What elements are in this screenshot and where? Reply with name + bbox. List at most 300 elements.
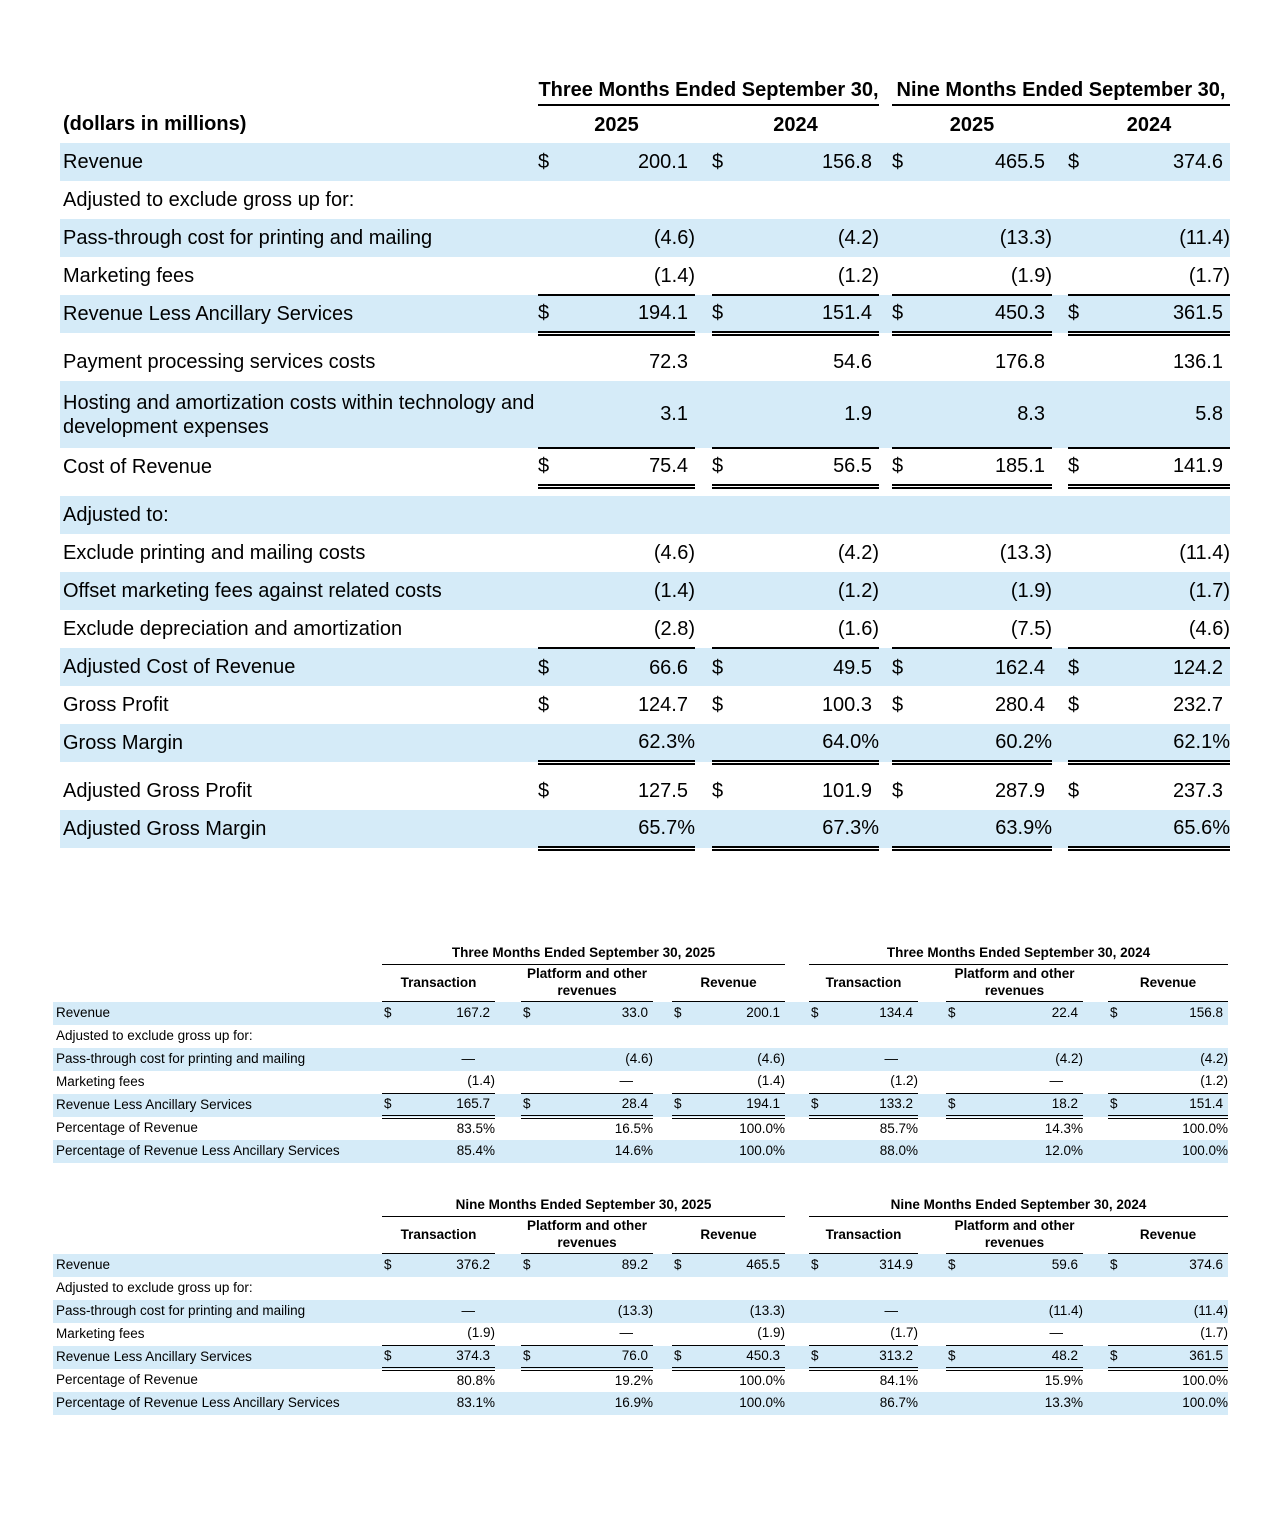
cell-value: 124.7 — [637, 694, 688, 716]
cell-value — [541, 1025, 653, 1048]
column-gap — [879, 572, 892, 610]
column-gap — [653, 1392, 672, 1415]
currency-symbol — [809, 1025, 829, 1048]
spacer-cell — [53, 1217, 382, 1254]
column-gap — [1052, 496, 1068, 534]
cell-value: (4.6) — [625, 1050, 653, 1066]
currency-symbol — [712, 381, 740, 448]
row-label: Adjusted to exclude gross up for: — [56, 1027, 253, 1043]
currency-symbol — [672, 1025, 692, 1048]
column-gap — [879, 181, 892, 219]
cell-value: (1.4) — [566, 257, 695, 295]
currency-symbol — [521, 1323, 541, 1346]
column-gap — [785, 1025, 809, 1048]
row-label: Percentage of Revenue Less Ancillary Services — [56, 1394, 340, 1410]
column-gap — [653, 1025, 672, 1048]
cell-value — [1128, 1025, 1228, 1048]
column-gap — [785, 1117, 809, 1140]
column-gap — [653, 1369, 672, 1392]
column-gap — [879, 381, 892, 448]
column-header: Revenue — [1108, 1217, 1228, 1254]
table-row — [53, 1369, 1228, 1392]
table-row — [60, 724, 1230, 762]
column-gap — [785, 1369, 809, 1392]
column-header: Transaction — [382, 1217, 495, 1254]
row-label: Pass-through cost for printing and mailing — [56, 1050, 306, 1066]
currency-symbol: $ — [946, 1346, 966, 1369]
currency-symbol — [712, 534, 740, 572]
table-row — [53, 1392, 1228, 1415]
cell-value: 83.1% — [456, 1394, 495, 1410]
financial-statement-page — [0, 75, 1284, 1415]
cell-value: 65.7% — [566, 810, 695, 848]
currency-symbol — [1068, 610, 1096, 648]
currency-symbol — [538, 724, 566, 762]
row-label: Revenue — [56, 1256, 111, 1272]
column-gap — [653, 965, 672, 1002]
table-row — [60, 686, 1230, 724]
column-gap — [785, 944, 809, 965]
currency-symbol — [538, 810, 566, 848]
cell-value — [740, 496, 879, 534]
cell-value: (1.9) — [920, 257, 1052, 295]
currency-symbol — [382, 1117, 402, 1140]
column-gap — [785, 1254, 809, 1277]
currency-symbol: $ — [1108, 1094, 1128, 1117]
currency-symbol — [672, 1277, 692, 1300]
cell-value: 14.6% — [614, 1142, 653, 1158]
currency-symbol: $ — [712, 151, 724, 173]
cell-value: 134.4 — [879, 1004, 913, 1020]
column-gap — [695, 181, 712, 219]
currency-symbol: $ — [892, 780, 904, 802]
cell-value: 88.0% — [879, 1142, 918, 1158]
currency-symbol: $ — [948, 1004, 956, 1020]
cell-value: (1.2) — [1128, 1071, 1228, 1094]
currency-symbol: $ — [1108, 1346, 1128, 1369]
currency-symbol — [382, 1369, 402, 1392]
table-row — [60, 343, 1230, 381]
cell-value: (13.3) — [749, 1302, 785, 1318]
cell-value: 450.3 — [692, 1346, 785, 1369]
cell-value: 176.8 — [994, 351, 1045, 373]
cell-value: 100.0% — [1182, 1394, 1228, 1410]
currency-symbol — [1068, 181, 1096, 219]
currency-symbol — [809, 1369, 829, 1392]
column-gap — [879, 105, 892, 143]
column-gap — [495, 1117, 521, 1140]
cell-value: 66.6 — [649, 656, 688, 679]
column-gap — [785, 1346, 809, 1369]
column-gap — [1083, 1094, 1108, 1117]
currency-symbol — [892, 219, 920, 257]
currency-symbol — [946, 1117, 966, 1140]
cell-value — [692, 1025, 785, 1048]
cell-value: (4.2) — [1055, 1050, 1083, 1066]
cell-value: 63.9% — [920, 810, 1052, 848]
column-gap — [695, 448, 712, 486]
currency-symbol — [382, 1300, 402, 1323]
spacer-cell — [53, 965, 382, 1002]
cell-value: 60.2% — [920, 724, 1052, 762]
row-label: Adjusted Gross Margin — [63, 818, 267, 840]
currency-symbol — [712, 810, 740, 848]
cell-value: 16.5% — [614, 1120, 653, 1136]
row-label: Cost of Revenue — [63, 456, 212, 478]
column-gap — [495, 1071, 521, 1094]
cell-value: (13.3) — [999, 542, 1052, 564]
currency-symbol: $ — [1068, 780, 1080, 802]
column-gap — [1052, 219, 1068, 257]
cell-value: 15.9% — [1044, 1372, 1083, 1388]
cell-value: 56.5 — [740, 448, 879, 486]
column-gap — [879, 75, 892, 105]
cell-value: (4.6) — [757, 1050, 785, 1066]
cell-value — [1096, 181, 1230, 219]
cell-value: (11.4) — [1179, 227, 1230, 249]
cell-value: (1.7) — [1128, 1323, 1228, 1346]
cell-value — [402, 1025, 495, 1048]
cell-value: 313.2 — [829, 1346, 918, 1369]
currency-symbol — [672, 1323, 692, 1346]
column-gap — [785, 1071, 809, 1094]
column-gap — [653, 1140, 672, 1163]
column-gap — [1052, 257, 1068, 295]
row-label: Percentage of Revenue — [56, 1119, 198, 1135]
row-label: Hosting and amortization costs within technology and development expenses — [63, 391, 535, 438]
spacer-cell — [60, 333, 1230, 343]
column-gap — [918, 1094, 946, 1117]
currency-symbol: $ — [712, 780, 724, 802]
cell-value: 450.3 — [920, 295, 1052, 333]
table-row — [60, 381, 1230, 448]
column-gap — [495, 1300, 521, 1323]
period-header-row — [53, 944, 1228, 965]
period-header: Three Months Ended September 30, — [538, 75, 879, 105]
period-header-row — [53, 1196, 1228, 1217]
spacer-cell — [53, 944, 382, 965]
currency-symbol — [521, 1277, 541, 1300]
column-gap — [1052, 143, 1068, 181]
table-row — [53, 1094, 1228, 1117]
column-gap — [879, 496, 892, 534]
currency-symbol — [1108, 1140, 1128, 1163]
currency-symbol — [809, 1117, 829, 1140]
column-gap — [785, 1277, 809, 1300]
column-gap — [918, 1002, 946, 1025]
currency-symbol — [946, 1071, 966, 1094]
column-gap — [1052, 610, 1068, 648]
row-label: Adjusted to: — [63, 504, 169, 526]
cell-value: 151.4 — [1128, 1094, 1228, 1117]
currency-symbol — [538, 572, 566, 610]
currency-symbol: $ — [892, 694, 904, 716]
currency-symbol — [892, 181, 920, 219]
table-row — [60, 181, 1230, 219]
column-gap — [879, 295, 892, 333]
currency-symbol — [521, 1369, 541, 1392]
column-gap — [1083, 1392, 1108, 1415]
table-row — [60, 448, 1230, 486]
currency-symbol: $ — [538, 295, 566, 333]
currency-symbol — [809, 1048, 829, 1071]
cell-value — [920, 181, 1052, 219]
table-row — [60, 572, 1230, 610]
column-gap — [1052, 572, 1068, 610]
column-gap — [695, 534, 712, 572]
column-gap — [1083, 1025, 1108, 1048]
column-gap — [1083, 1369, 1108, 1392]
cell-value: (2.8) — [566, 610, 695, 648]
currency-symbol — [1108, 1025, 1128, 1048]
column-gap — [495, 1277, 521, 1300]
currency-symbol — [809, 1071, 829, 1094]
table-row — [53, 1277, 1228, 1300]
currency-symbol — [809, 1323, 829, 1346]
table-row — [53, 1071, 1228, 1094]
currency-symbol — [809, 1300, 829, 1323]
column-header: Revenue — [672, 1217, 785, 1254]
column-gap — [785, 1300, 809, 1323]
currency-symbol — [382, 1392, 402, 1415]
currency-symbol — [946, 1300, 966, 1323]
column-gap — [918, 1048, 946, 1071]
column-gap — [918, 1117, 946, 1140]
currency-symbol: $ — [809, 1346, 829, 1369]
cell-value: (4.6) — [653, 227, 695, 249]
cell-value — [829, 1025, 918, 1048]
cell-value: 167.2 — [456, 1004, 490, 1020]
column-gap — [495, 1002, 521, 1025]
period-header: Nine Months Ended September 30, 2024 — [809, 1196, 1228, 1217]
cell-value: 280.4 — [994, 694, 1045, 716]
cell-value: 185.1 — [920, 448, 1052, 486]
year-header: 2024 — [1126, 113, 1172, 136]
currency-symbol — [538, 257, 566, 295]
cell-value: 374.6 — [1172, 151, 1223, 173]
three-month-revenue-breakdown-table — [53, 944, 1228, 1163]
column-gap — [653, 1277, 672, 1300]
cell-value: 194.1 — [566, 295, 695, 333]
column-gap — [653, 1117, 672, 1140]
cell-value: 200.1 — [746, 1004, 780, 1020]
cell-value: 133.2 — [829, 1094, 918, 1117]
cell-value: 162.4 — [994, 656, 1045, 679]
column-gap — [653, 1323, 672, 1346]
column-gap — [1083, 1117, 1108, 1140]
currency-symbol — [892, 381, 920, 448]
column-header: Revenue — [672, 965, 785, 1002]
currency-symbol — [1068, 810, 1096, 848]
cell-value: (4.2) — [837, 227, 879, 249]
row-label: Pass-through cost for printing and mailing — [63, 227, 433, 249]
cell-value: 374.6 — [1189, 1256, 1223, 1272]
currency-symbol: $ — [672, 1094, 692, 1117]
column-gap — [1052, 105, 1068, 143]
column-gap — [918, 1323, 946, 1346]
currency-symbol: $ — [712, 448, 740, 486]
currency-symbol: $ — [382, 1346, 402, 1369]
column-gap — [1083, 965, 1108, 1002]
currency-symbol: $ — [1068, 694, 1080, 716]
spacer-cell — [60, 486, 1230, 496]
currency-symbol: $ — [948, 1256, 956, 1272]
currency-symbol: $ — [523, 1256, 531, 1272]
currency-symbol: $ — [946, 1094, 966, 1117]
currency-symbol — [672, 1071, 692, 1094]
spacer-cell — [60, 762, 1230, 772]
cell-value: 12.0% — [1044, 1142, 1083, 1158]
currency-symbol: $ — [811, 1256, 819, 1272]
currency-symbol — [946, 1277, 966, 1300]
cell-value: 100.0% — [1182, 1142, 1228, 1158]
column-gap — [785, 1217, 809, 1254]
spacer-row — [60, 333, 1230, 343]
table-row — [53, 1140, 1228, 1163]
column-gap — [695, 610, 712, 648]
column-gap — [879, 343, 892, 381]
currency-symbol — [1068, 343, 1096, 381]
currency-symbol — [672, 1300, 692, 1323]
column-header: Platform and other revenues — [521, 1217, 653, 1254]
currency-symbol: $ — [384, 1256, 392, 1272]
cell-value: 101.9 — [821, 780, 872, 802]
cell-value: — — [461, 1302, 475, 1318]
currency-symbol — [521, 1300, 541, 1323]
currency-symbol — [1068, 496, 1096, 534]
currency-symbol: $ — [712, 656, 724, 679]
cell-value: 141.9 — [1096, 448, 1230, 486]
column-gap — [1083, 1048, 1108, 1071]
cell-value: 3.1 — [566, 381, 695, 448]
currency-symbol — [946, 1025, 966, 1048]
cell-value: (4.2) — [837, 542, 879, 564]
cell-value: (1.4) — [653, 580, 695, 602]
column-gap — [653, 1094, 672, 1117]
column-gap — [495, 1140, 521, 1163]
table-row — [60, 810, 1230, 848]
currency-symbol — [1108, 1048, 1128, 1071]
column-gap — [695, 295, 712, 333]
column-gap — [1052, 448, 1068, 486]
cell-value: 65.6% — [1096, 810, 1230, 848]
cell-value: (11.4) — [1048, 1302, 1083, 1318]
column-header: Platform and other revenues — [946, 1217, 1083, 1254]
cell-value: — — [884, 1302, 898, 1318]
currency-symbol: $ — [809, 1094, 829, 1117]
cell-value: (1.2) — [837, 580, 879, 602]
currency-symbol: $ — [538, 694, 550, 716]
row-label: Gross Margin — [63, 732, 184, 754]
column-header-row — [53, 965, 1228, 1002]
column-gap — [1083, 1217, 1108, 1254]
spacer-cell — [60, 75, 538, 105]
column-gap — [879, 534, 892, 572]
column-gap — [1083, 1002, 1108, 1025]
column-gap — [879, 219, 892, 257]
cell-value: 376.2 — [456, 1256, 490, 1272]
table-row — [60, 295, 1230, 333]
table-row — [60, 534, 1230, 572]
column-gap — [879, 810, 892, 848]
column-gap — [495, 1323, 521, 1346]
currency-symbol — [892, 724, 920, 762]
cell-value: (1.2) — [829, 1071, 918, 1094]
column-gap — [1052, 810, 1068, 848]
cell-value: 16.9% — [614, 1394, 653, 1410]
column-gap — [495, 1048, 521, 1071]
year-header: 2024 — [773, 113, 818, 136]
cell-value: — — [966, 1071, 1083, 1094]
table-row — [60, 496, 1230, 534]
currency-symbol — [1108, 1117, 1128, 1140]
table-row — [60, 648, 1230, 686]
column-gap — [785, 1140, 809, 1163]
table-row — [60, 257, 1230, 295]
column-gap — [785, 1392, 809, 1415]
column-gap — [653, 1048, 672, 1071]
currency-symbol — [946, 1140, 966, 1163]
cell-value: 127.5 — [637, 780, 688, 802]
currency-symbol: $ — [1068, 295, 1096, 333]
cell-value: 1.9 — [740, 381, 879, 448]
cell-value — [1096, 496, 1230, 534]
column-gap — [879, 772, 892, 810]
column-header: Revenue — [1108, 965, 1228, 1002]
currency-symbol — [672, 1369, 692, 1392]
currency-symbol — [1068, 257, 1096, 295]
currency-symbol — [538, 219, 566, 257]
cell-value — [966, 1277, 1083, 1300]
currency-symbol: $ — [1068, 151, 1080, 173]
cell-value: (1.7) — [829, 1323, 918, 1346]
cell-value: 13.3% — [1044, 1394, 1083, 1410]
currency-symbol: $ — [674, 1004, 682, 1020]
table-row — [53, 1323, 1228, 1346]
column-gap — [695, 648, 712, 686]
column-gap — [695, 724, 712, 762]
currency-symbol — [672, 1392, 692, 1415]
table-row — [53, 1117, 1228, 1140]
column-gap — [653, 1346, 672, 1369]
column-gap — [918, 1254, 946, 1277]
column-gap — [879, 143, 892, 181]
cell-value — [692, 1277, 785, 1300]
currency-symbol — [538, 343, 566, 381]
cell-value: (4.6) — [1096, 610, 1230, 648]
column-gap — [785, 1094, 809, 1117]
row-label: Adjusted to exclude gross up for: — [56, 1279, 253, 1295]
column-gap — [653, 1217, 672, 1254]
cell-value: 76.0 — [541, 1346, 653, 1369]
column-gap — [495, 965, 521, 1002]
year-header-row — [60, 105, 1230, 143]
column-gap — [879, 257, 892, 295]
period-header: Nine Months Ended September 30, 2025 — [382, 1196, 785, 1217]
cell-value: 85.7% — [879, 1120, 918, 1136]
column-gap — [1052, 772, 1068, 810]
cell-value — [402, 1277, 495, 1300]
column-header: Platform and other revenues — [946, 965, 1083, 1002]
cell-value: 80.8% — [456, 1372, 495, 1388]
column-gap — [918, 1217, 946, 1254]
cell-value: 48.2 — [966, 1346, 1083, 1369]
table-row — [53, 1025, 1228, 1048]
cell-value — [829, 1277, 918, 1300]
currency-symbol — [892, 610, 920, 648]
column-gap — [695, 810, 712, 848]
currency-symbol — [672, 1117, 692, 1140]
